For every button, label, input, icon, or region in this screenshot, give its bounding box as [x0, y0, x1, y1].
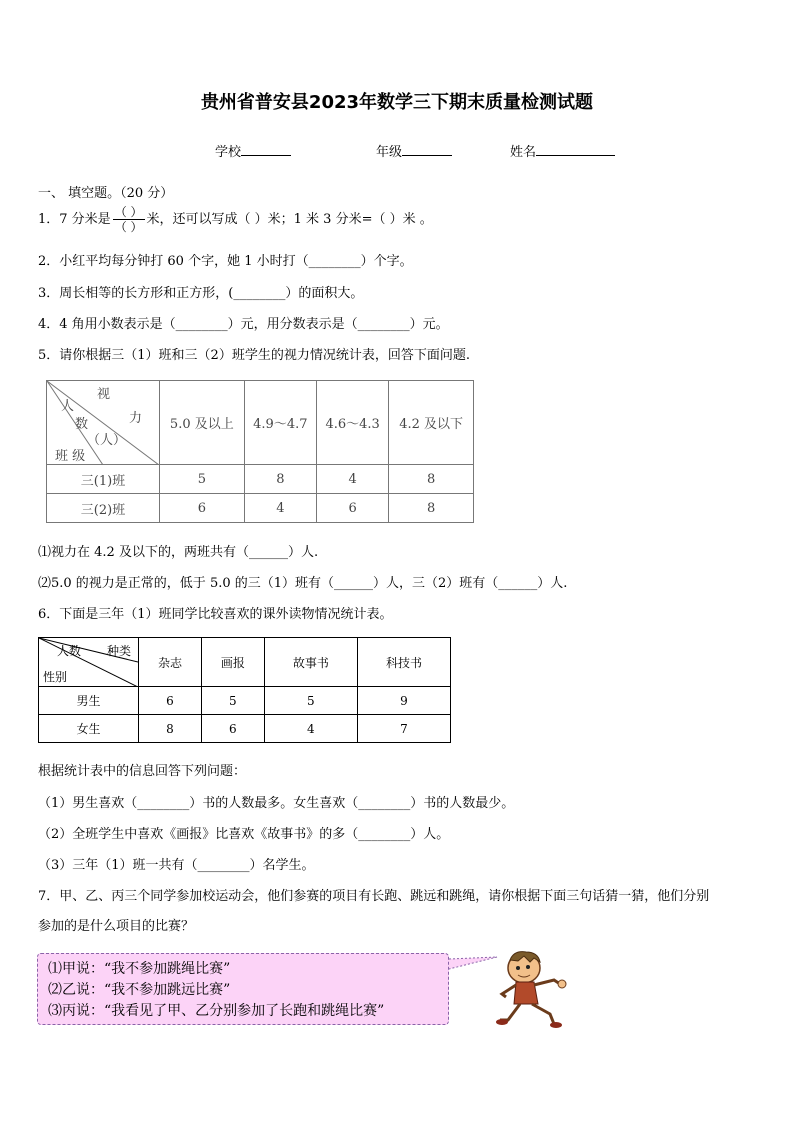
table-row: 女生 8 6 4 7: [39, 715, 451, 743]
table1-corner: 视 力 人 数 （人） 班 级: [47, 381, 160, 465]
question-6: 6．下面是三年（1）班同学比较喜欢的课外读物情况统计表。: [38, 607, 393, 622]
speech-line: ⑴甲说：“我不参加跳绳比赛”: [48, 961, 231, 977]
table2-corner: 人数 种类 性别: [39, 638, 139, 687]
table2-col-header: 科技书: [357, 638, 450, 687]
question-3: 3．周长相等的长方形和正方形，(________）的面积大。: [38, 286, 364, 301]
name-field[interactable]: [510, 141, 615, 160]
question-6-2: （2）全班学生中喜欢《画报》比喜欢《故事书》的多（________）人。: [38, 827, 450, 842]
question-5-2: ⑵5.0 的视力是正常的，低于 5.0 的三（1）班有（______）人，三（2）班有（______）人.: [38, 576, 568, 591]
table-row: 三(2)班 6 4 6 8: [47, 494, 474, 523]
running-boy-illustration: [494, 948, 572, 1028]
question-1: 1．7 分米是 $\frac{( )}{( )}$ 米，还可以写成（ ）米；1 米 3 分米=（ ）米 。: [38, 205, 433, 234]
school-field[interactable]: [215, 141, 291, 160]
name-label: 姓名: [510, 145, 537, 160]
speech-bubble: [37, 953, 449, 1025]
speech-line: ⑶丙说：“我看见了甲、乙分别参加了长跑和跳绳比赛”: [48, 1003, 385, 1019]
reading-table: [38, 637, 451, 743]
speech-tail: [449, 955, 499, 975]
question-6-intro: 根据统计表中的信息回答下列问题：: [38, 764, 247, 779]
section-heading: 一、 填空题。（20 分）: [38, 186, 174, 201]
question-4: 4．4 角用小数表示是（________）元，用分数表示是（________）元。: [38, 317, 449, 332]
table1-col-header: 4.9～4.7: [244, 381, 316, 465]
table-row: 三(1)班 5 8 4 8: [47, 465, 474, 494]
question-5-1: ⑴视力在 4.2 及以下的，两班共有（______）人.: [38, 545, 319, 560]
table2-col-header: 画报: [201, 638, 264, 687]
table-row: 男生 6 5 5 9: [39, 687, 451, 715]
page-title: 贵州省普安县2023年数学三下期末质量检测试题: [200, 92, 594, 113]
table1-col-header: 4.2 及以下: [389, 381, 474, 465]
table2-col-header: 故事书: [264, 638, 357, 687]
school-label: 学校: [215, 145, 242, 160]
question-7-line1: 7．甲、乙、丙三个同学参加校运动会，他们参赛的项目有长跑、跳远和跳绳，请你根据下面三句话猜一猜，他们分别: [38, 889, 710, 904]
question-6-3: （3）三年（1）班一共有（________）名学生。: [38, 858, 315, 873]
table2-col-header: 杂志: [139, 638, 202, 687]
speech-line: ⑵乙说：“我不参加跳远比赛”: [48, 982, 231, 998]
fraction-blank[interactable]: $\frac{( )}{( )}$: [114, 205, 143, 234]
grade-label: 年级: [376, 145, 403, 160]
table1-col-header: 5.0 及以上: [160, 381, 245, 465]
question-7-line2: 参加的是什么项目的比赛？: [38, 919, 195, 934]
question-2: 2．小红平均每分钟打 60 个字，她 1 小时打（________）个字。: [38, 254, 413, 269]
table1-col-header: 4.6～4.3: [316, 381, 388, 465]
question-5: 5．请你根据三（1）班和三（2）班学生的视力情况统计表，回答下面问题.: [38, 348, 470, 363]
question-6-1: （1）男生喜欢（________）书的人数最多。女生喜欢（________）书的人数最少。: [38, 796, 515, 811]
grade-field[interactable]: [376, 141, 452, 160]
vision-table: [46, 380, 474, 523]
